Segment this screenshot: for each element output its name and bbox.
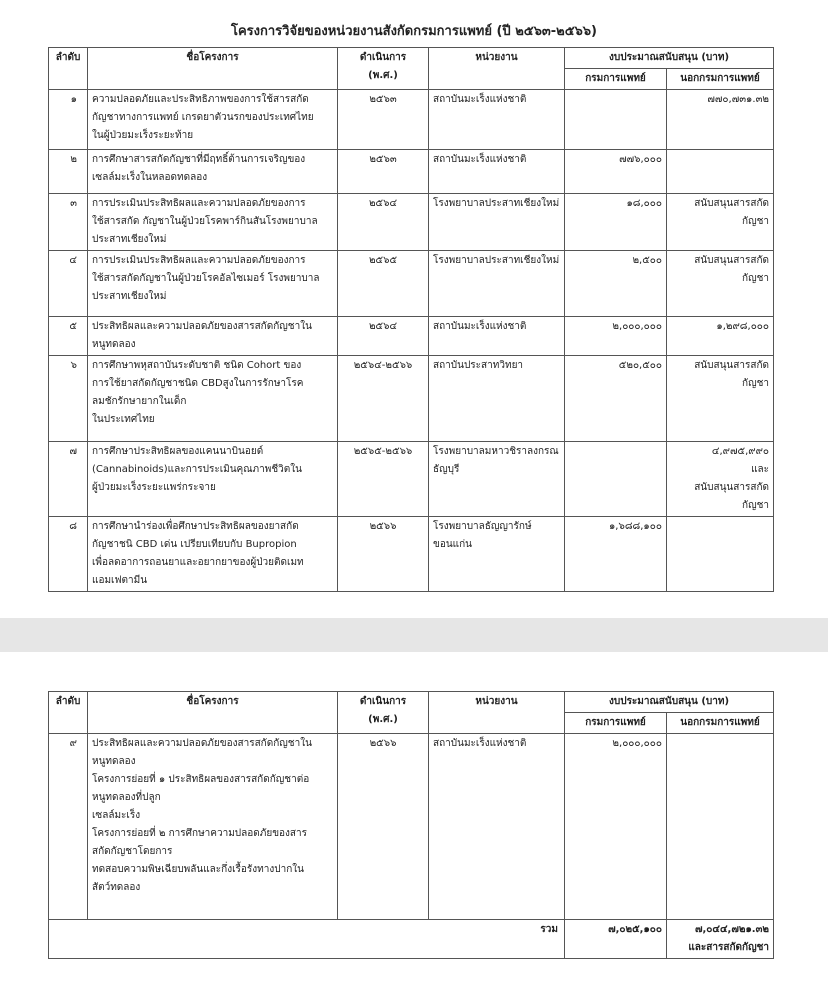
- row-number: ๗: [49, 442, 88, 517]
- document-page-2: [0, 652, 828, 1006]
- header-project: ชื่อโครงการ: [88, 48, 338, 90]
- header-budget-dmp: กรมการแพทย์: [565, 69, 667, 90]
- project-name-line: สกัดกัญชาโดยการ: [92, 846, 173, 857]
- project-name-line: ทดสอบความพิษเฉียบพลันและกึ่งเรื้อรังทางปากใน: [92, 864, 304, 875]
- project-year: ๒๕๖๔-๒๕๖๖: [338, 356, 429, 442]
- agency-line: สถาบันมะเร็งแห่งชาติ: [433, 321, 527, 332]
- project-name-line: หนูทดลอง: [92, 339, 136, 350]
- budget-ext-line: ๗๗๐,๗๓๑.๓๒: [707, 94, 770, 105]
- budget-dmp: [565, 442, 667, 517]
- project-name-line: ประสาทเชียงใหม่: [92, 234, 167, 245]
- budget-ext-line: ๑,๒๙๘,๐๐๐: [716, 321, 770, 332]
- budget-dmp: ๒,๕๐๐: [565, 251, 667, 317]
- agency-line: โรงพยาบาลธัญญารักษ์: [433, 521, 532, 532]
- header-year: [338, 48, 429, 90]
- total-label: รวม: [49, 920, 565, 959]
- project-name-line: หนูทดลอง: [92, 756, 136, 767]
- project-year: ๒๕๖๓: [338, 150, 429, 194]
- total-ext-amount: ๗,๐๔๔,๗๒๑.๓๒: [694, 924, 770, 935]
- project-name-line: สัตว์ทดลอง: [92, 882, 141, 893]
- project-name-line: ลมชักรักษายากในเด็ก: [92, 396, 187, 407]
- table-row: [49, 442, 774, 517]
- budget-ext: [667, 356, 774, 442]
- budget-ext: [667, 251, 774, 317]
- row-number: ๖: [49, 356, 88, 442]
- budget-ext: [667, 194, 774, 251]
- project-name: [88, 734, 338, 920]
- agency: [429, 251, 565, 317]
- project-name-line: ในผู้ป่วยมะเร็งระยะท้าย: [92, 130, 194, 141]
- agency: [429, 517, 565, 592]
- agency: [429, 317, 565, 356]
- agency: [429, 194, 565, 251]
- project-name-line: การศึกษานำร่องเพื่อศึกษาประสิทธิผลของยาสกัด: [92, 521, 299, 532]
- project-name-line: ความปลอดภัยและประสิทธิภาพของการใช้สารสกัด: [92, 94, 309, 105]
- agency-line: สถาบันมะเร็งแห่งชาติ: [433, 738, 527, 749]
- agency: [429, 442, 565, 517]
- agency: [429, 356, 565, 442]
- header-project: ชื่อโครงการ: [88, 692, 338, 734]
- project-name: [88, 90, 338, 150]
- agency-line: โรงพยาบาลมหาวชิราลงกรณ: [433, 446, 559, 457]
- header-agency: หน่วยงาน: [429, 48, 565, 90]
- project-name-line: การศึกษาพหุสถาบันระดับชาติ ชนิด Cohort ของ: [92, 360, 302, 371]
- project-name-line: การประเมินประสิทธิผลและความปลอดภัยของการ: [92, 255, 306, 266]
- header-budget: งบประมาณสนับสนุน (บาท): [565, 692, 774, 713]
- agency-line: สถาบันประสาทวิทยา: [433, 360, 524, 371]
- project-name-line: แอมเฟตามีน: [92, 575, 148, 586]
- document-title: โครงการวิจัยของหน่วยงานสังกัดกรมการแพทย์ (ปี ๒๕๖๓-๒๕๖๖): [231, 24, 597, 39]
- agency-line: ขอนแก่น: [433, 539, 473, 550]
- budget-dmp: ๒,๐๐๐,๐๐๐: [565, 734, 667, 920]
- project-name-line: เซลล์มะเร็งในหลอดทดลอง: [92, 172, 208, 183]
- project-name-line: ผู้ป่วยมะเร็งระยะแพร่กระจาย: [92, 482, 216, 493]
- project-name-line: โครงการย่อยที่ ๑ ประสิทธิผลของสารสกัดกัญชาต่อ: [92, 774, 310, 785]
- budget-dmp: ๒,๐๐๐,๐๐๐: [565, 317, 667, 356]
- project-name-line: กัญชาชนิ CBD เด่น เปรียบเทียบกับ Bupropion: [92, 539, 297, 550]
- table-row: [49, 356, 774, 442]
- project-name-line: ใช้สารสกัดกัญชาในผู้ป่วยโรคอัลไซเมอร์ โรงพยาบาล: [92, 273, 320, 284]
- row-number: ๘: [49, 517, 88, 592]
- table-row: [49, 734, 774, 920]
- budget-ext-line: สนับสนุนสารสกัดกัญชา: [694, 482, 770, 511]
- header-year: [338, 692, 429, 734]
- project-name-line: เพื่อลดอาการถอนยาและอยากยาของผู้ป่วยติดเมท: [92, 557, 304, 568]
- budget-ext-line: สนับสนุนสารสกัดกัญชา: [694, 255, 770, 284]
- agency-line: ธัญบุรี: [433, 464, 460, 475]
- project-year: ๒๕๖๖: [338, 734, 429, 920]
- agency-line: โรงพยาบาลประสาทเชียงใหม่: [433, 198, 560, 209]
- agency-line: สถาบันมะเร็งแห่งชาติ: [433, 154, 527, 165]
- project-name-line: การศึกษาประสิทธิผลของแคนนาบินอยด์: [92, 446, 264, 457]
- budget-dmp: ๕๒๐,๕๐๐: [565, 356, 667, 442]
- project-name-line: โครงการย่อยที่ ๒ การศึกษาความปลอดภัยของสาร: [92, 828, 308, 839]
- project-name-line: (Cannabinoids)และการประเมินคุณภาพชีวิตใน: [92, 464, 302, 475]
- project-year: ๒๕๖๔: [338, 317, 429, 356]
- budget-ext-line: และ: [751, 464, 770, 475]
- budget-dmp: ๗๗๖,๐๐๐: [565, 150, 667, 194]
- row-number: ๙: [49, 734, 88, 920]
- agency-line: สถาบันมะเร็งแห่งชาติ: [433, 94, 527, 105]
- agency: [429, 90, 565, 150]
- table-row: [49, 150, 774, 194]
- project-name-line: ประสิทธิผลและความปลอดภัยของสารสกัดกัญชาใน: [92, 321, 312, 332]
- agency: [429, 734, 565, 920]
- table-row: [49, 194, 774, 251]
- research-table-page-2: [48, 691, 774, 959]
- table-row: [49, 517, 774, 592]
- header-budget: งบประมาณสนับสนุน (บาท): [565, 48, 774, 69]
- project-name-line: การประเมินประสิทธิผลและความปลอดภัยของการ: [92, 198, 306, 209]
- header-year-unit: (พ.ศ.): [368, 714, 398, 725]
- header-budget-ext: นอกกรมการแพทย์: [667, 713, 774, 734]
- header-agency: หน่วยงาน: [429, 692, 565, 734]
- project-name-line: เซลล์มะเร็ง: [92, 810, 141, 821]
- budget-ext-line: สนับสนุนสารสกัดกัญชา: [694, 198, 770, 227]
- project-name-line: การใช้ยาสกัดกัญชาชนิด CBDสูงในการรักษาโรค: [92, 378, 304, 389]
- total-ext-note: และสารสกัดกัญชา: [688, 942, 770, 953]
- agency-line: โรงพยาบาลประสาทเชียงใหม่: [433, 255, 560, 266]
- table-row: [49, 90, 774, 150]
- total-row: [49, 920, 774, 959]
- project-name-line: ในประเทศไทย: [92, 414, 155, 425]
- project-name-line: ประสิทธิผลและความปลอดภัยของสารสกัดกัญชาใน: [92, 738, 312, 749]
- total-ext: [667, 920, 774, 959]
- budget-ext-line: สนับสนุนสารสกัดกัญชา: [694, 360, 770, 389]
- row-number: ๔: [49, 251, 88, 317]
- budget-ext-line: ๔,๙๗๕,๙๙๐: [711, 446, 770, 457]
- row-number: ๑: [49, 90, 88, 150]
- row-number: ๓: [49, 194, 88, 251]
- table-body-page-1: [49, 90, 774, 592]
- budget-ext: [667, 90, 774, 150]
- budget-ext: [667, 317, 774, 356]
- header-no: ลำดับ: [49, 48, 88, 90]
- row-number: ๒: [49, 150, 88, 194]
- project-name: [88, 356, 338, 442]
- budget-dmp: ๑๘,๐๐๐: [565, 194, 667, 251]
- project-name-line: หนูทดลองที่ปลูก: [92, 792, 161, 803]
- budget-ext: [667, 442, 774, 517]
- header-budget-ext: นอกกรมการแพทย์: [667, 69, 774, 90]
- table-row: [49, 251, 774, 317]
- table-body-page-2: [49, 734, 774, 920]
- project-year: ๒๕๖๓: [338, 90, 429, 150]
- budget-dmp: ๑,๖๘๘,๑๐๐: [565, 517, 667, 592]
- table-row: [49, 317, 774, 356]
- header-budget-dmp: กรมการแพทย์: [565, 713, 667, 734]
- project-year: ๒๕๖๔: [338, 194, 429, 251]
- header-year-label: ดำเนินการ: [359, 696, 407, 707]
- total-dmp: ๗,๐๒๕,๑๐๐: [565, 920, 667, 959]
- project-year: ๒๕๖๖: [338, 517, 429, 592]
- project-name: [88, 317, 338, 356]
- row-number: ๕: [49, 317, 88, 356]
- budget-ext: [667, 734, 774, 920]
- project-name-line: ประสาทเชียงใหม่: [92, 291, 167, 302]
- project-year: ๒๕๖๕: [338, 251, 429, 317]
- project-name: [88, 150, 338, 194]
- header-year-unit: (พ.ศ.): [368, 70, 398, 81]
- project-name-line: ใช้สารสกัด กัญชาในผู้ป่วยโรคพาร์กินสันโรงพยาบาล: [92, 216, 318, 227]
- budget-ext: [667, 517, 774, 592]
- budget-ext: [667, 150, 774, 194]
- project-name: [88, 517, 338, 592]
- project-name-line: การศึกษาสารสกัดกัญชาที่มีฤทธิ์ต้านการเจริญของ: [92, 154, 306, 165]
- budget-dmp: [565, 90, 667, 150]
- research-table-page-1: [48, 47, 774, 592]
- project-name: [88, 442, 338, 517]
- header-no: ลำดับ: [49, 692, 88, 734]
- agency: [429, 150, 565, 194]
- project-name-line: กัญชาทางการแพทย์ เกรดยาตัวนรกของประเทศไทย: [92, 112, 314, 123]
- project-year: ๒๕๖๕-๒๕๖๖: [338, 442, 429, 517]
- project-name: [88, 251, 338, 317]
- project-name: [88, 194, 338, 251]
- header-year-label: ดำเนินการ: [359, 52, 407, 63]
